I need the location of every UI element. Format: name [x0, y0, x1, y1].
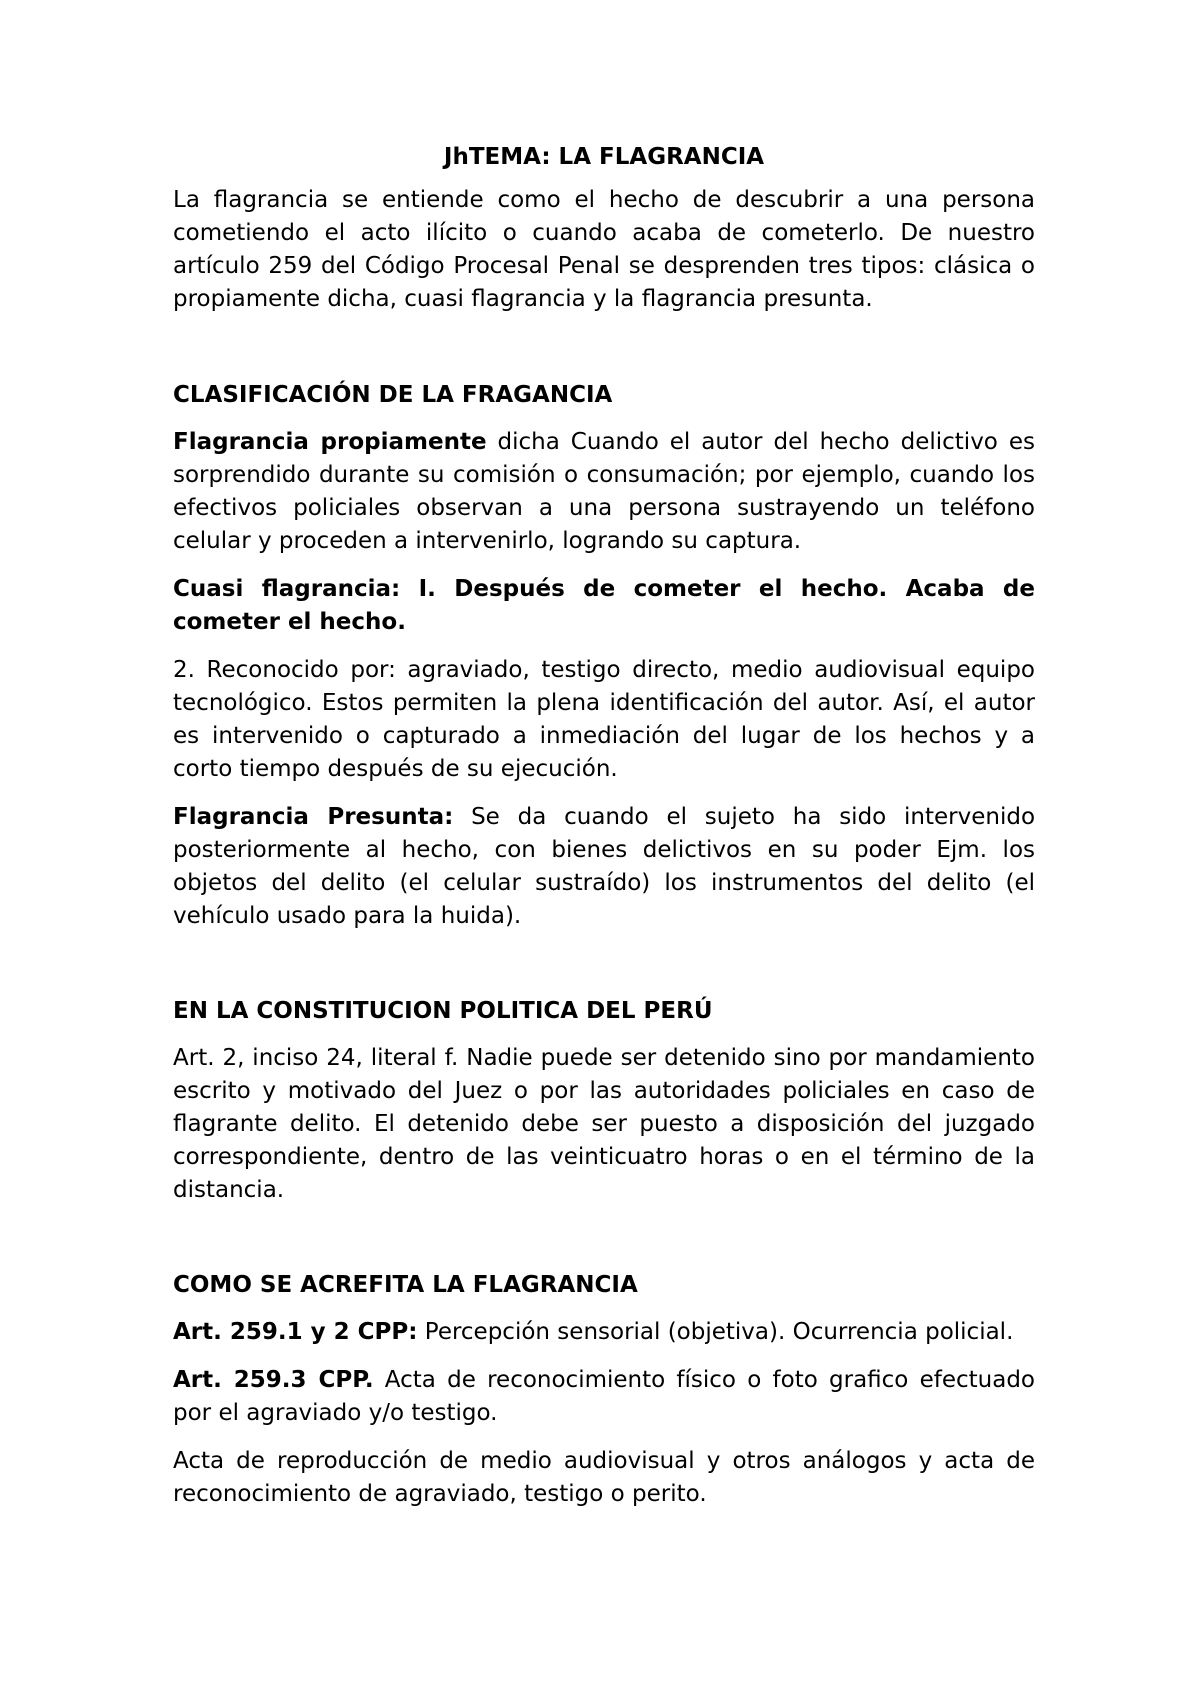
paragraph-lead: Flagrancia propiamente: [173, 429, 487, 455]
document-body: [173, 140, 1035, 1526]
section-heading-acreditacion: COMO SE ACREFITA LA FLAGRANCIA: [173, 1272, 638, 1298]
paragraph-reconocido: [173, 654, 1035, 786]
intro-paragraph: La flagrancia se entiende como el hecho de descubrir a una persona cometiendo el acto ilícito o cuando acaba de cometerlo. De nuestro artículo 259 del Código Procesal Penal se desprenden tres tipos: clásica o propiamente dicha, cuasi flagrancia y la flagrancia presunta.: [173, 187, 1035, 312]
paragraph-lead: Cuasi flagrancia: I. Después de cometer el hecho. Acaba de cometer el hecho.: [173, 576, 1035, 635]
paragraph-text: Se da cuando el sujeto ha sido intervenido posteriormente al hecho, con bienes delictivos en su poder Ejm. los objetos del delito (el celular sustraído) los instrumentos del delito (el vehículo usado para la huida).: [173, 804, 1036, 929]
paragraph-lead: Art. 259.3 CPP.: [173, 1367, 374, 1393]
paragraph-text: 2. Reconocido por: agraviado, testigo directo, medio audiovisual equipo tecnológico. Estos permiten la plena identificación del autor. Así, el autor es intervenido o capturado a inmediación del lugar de los hechos y a corto tiempo después de su ejecución.: [173, 657, 1035, 782]
paragraph-art-2: [173, 1042, 1035, 1207]
paragraph-art-259-1-2: [173, 1316, 1035, 1349]
paragraph-cuasi-flagrancia: [173, 573, 1035, 639]
paragraph-text: Acta de reconocimiento físico o foto grafico efectuado por el agraviado y/o testigo.: [173, 1367, 1035, 1426]
section-heading-clasificacion: CLASIFICACIÓN DE LA FRAGANCIA: [173, 382, 613, 408]
paragraph-flagrancia-propiamente: [173, 426, 1035, 558]
paragraph-text: Art. 2, inciso 24, literal f. Nadie puede ser detenido sino por mandamiento escrito y motivado del Juez o por las autoridades policiales en caso de flagrante delito. El detenido debe ser puesto a disposición del juzgado correspondiente, dentro de las veinticuatro horas o en el término de la distancia.: [173, 1045, 1035, 1203]
paragraph-art-259-3: [173, 1364, 1035, 1430]
paragraph-flagrancia-presunta: [173, 801, 1035, 933]
document-title: JhTEMA: LA FLAGRANCIA: [443, 144, 765, 170]
paragraph-text: Acta de reproducción de medio audiovisual y otros análogos y acta de reconocimiento de agraviado, testigo o perito.: [173, 1448, 1035, 1507]
paragraph-lead: Flagrancia Presunta:: [173, 804, 454, 830]
section-heading-constitucion: EN LA CONSTITUCION POLITICA DEL PERÚ: [173, 998, 713, 1024]
paragraph-acta-reproduccion: [173, 1445, 1035, 1511]
paragraph-lead: Art. 259.1 y 2 CPP:: [173, 1319, 418, 1345]
paragraph-text: Percepción sensorial (objetiva). Ocurrencia policial.: [417, 1319, 1014, 1345]
paragraph-text: dicha Cuando el autor del hecho delictivo es sorprendido durante su comisión o consumación; por ejemplo, cuando los efectivos policiales observan a una persona sustrayendo un teléfono celular y proceden a intervenirlo, logrando su captura.: [173, 429, 1035, 554]
